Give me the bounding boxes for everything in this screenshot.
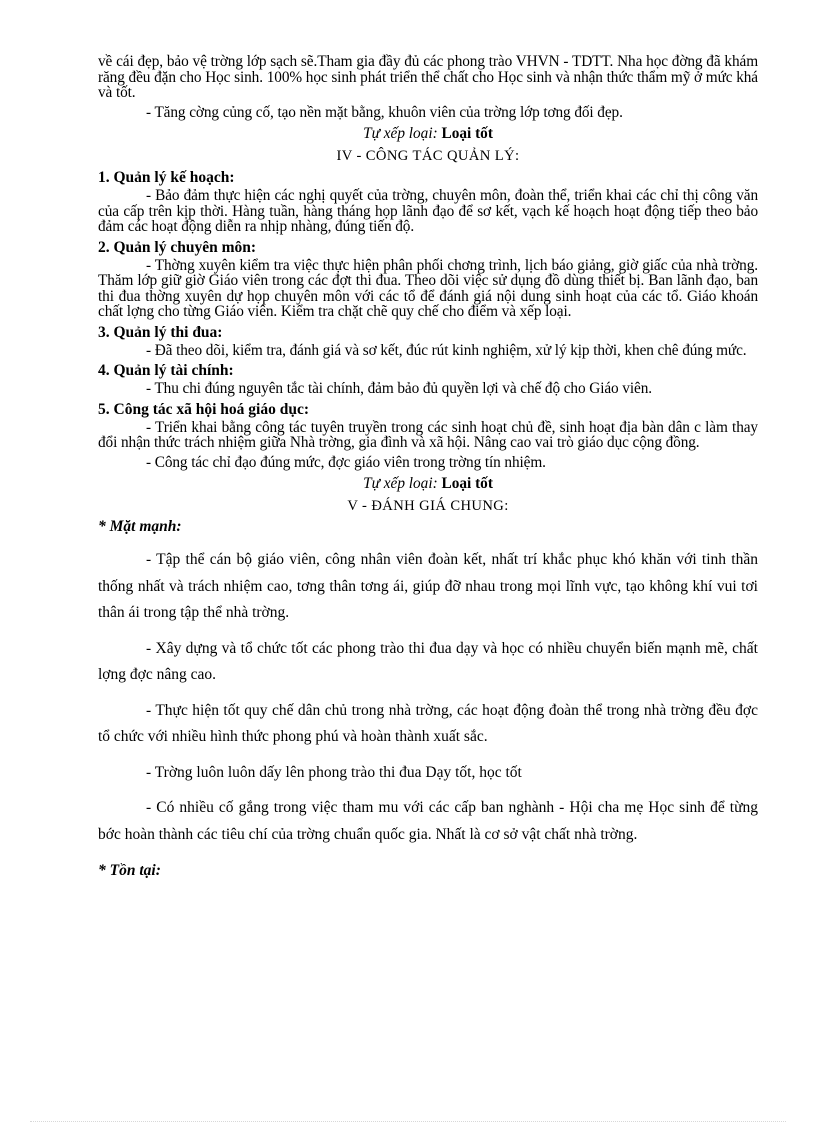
item-3-text: - Đã theo dõi, kiểm tra, đánh giá và sơ kết, đúc rút kinh nghiệm, xử lý kịp thời, khen chê đúng mức. <box>146 341 747 359</box>
weaknesses-heading: * Tồn tại: <box>98 862 161 879</box>
rating-label: Tự xếp loại: <box>363 125 438 142</box>
strength-item: - Có nhiều cố gắng trong việc tham mu với các cấp ban nghành - Hội cha mẹ Học sinh để từng bớc hoàn thành các tiêu chí của trờng chuẩn quốc gia. Nhất là cơ sở vật chất nhà trờng. <box>98 799 758 843</box>
document-page <box>98 54 758 879</box>
intro-paragraph: về cái đẹp, bảo vệ trờng lớp sạch sẽ.Tham gia đầy đủ các phong trào VHVN - TDTT. Nha học đờng đã khám răng đều đặn cho Học sinh. 100% học sinh phát triển thể chất cho Học sinh và nhận thức thẩm mỹ ở mức khá và tốt. <box>98 53 758 101</box>
self-rating-2 <box>98 475 758 493</box>
item-5-heading: 5. Công tác xã hội hoá giáo dục: <box>98 400 309 418</box>
item-1-text: - Bảo đảm thực hiện các nghị quyết của trờng, chuyên môn, đoàn thể, triển khai các chỉ thị công văn của cấp trên kịp thời. Hàng tuần, hàng tháng họp lãnh đạo để sơ kết, vạch kế hoạch hoạt động tiếp theo bảo đảm các hoạt động diễn ra nhịp nhàng, đúng tiến độ. <box>98 187 758 235</box>
strengths-heading: * Mặt mạnh: <box>98 518 182 535</box>
item-1-heading: 1. Quản lý kế hoạch: <box>98 169 235 186</box>
self-rating-1 <box>98 125 758 143</box>
item-4-text: - Thu chi đúng nguyên tắc tài chính, đảm bảo đủ quyền lợi và chế độ cho Giáo viên. <box>146 380 652 397</box>
strength-item: - Xây dựng và tổ chức tốt các phong trào thi đua dạy và học có nhiều chuyển biến mạnh mẽ, chất lợng đợc nâng cao. <box>98 639 758 683</box>
section-v-title: V - ĐÁNH GIÁ CHUNG: <box>347 498 509 514</box>
item-4-heading: 4. Quản lý tài chính: <box>98 362 234 379</box>
rating-label: Tự xếp loại: <box>363 475 438 492</box>
strength-item: - Tập thể cán bộ giáo viên, công nhân viên đoàn kết, nhất trí khắc phục khó khăn với tinh thần thống nhất và trách nhiệm cao, tơng thân tơng ái, giúp đỡ nhau trong mọi lĩnh vực, tạo không khí vui tơi thân ái trong tập thể nhà trờng. <box>98 551 758 621</box>
item-5-extra: - Công tác chỉ đạo đúng mức, đợc giáo viên trong trờng tín nhiệm. <box>146 453 546 471</box>
item-2-text: - Thờng xuyên kiểm tra việc thực hiện phân phối chơng trình, lịch báo giảng, giờ giấc của nhà trờng. Thăm lớp giữ giờ Giáo viên trong các đợt thi đua. Theo dõi việc sử dụng đồ dùng thiết bị. Ban lãnh đạo, ban thi đua thờng xuyên dự họp chuyên môn với các tổ để đánh giá nội dung sinh hoạt của các tổ. Giáo khoán chất lợng cho từng Giáo viên. Kiểm tra chặt chẽ quy chế cho điểm và xếp loại. <box>98 256 758 320</box>
item-3-heading: 3. Quản lý thi đua: <box>98 323 223 341</box>
item-2-heading: 2. Quản lý chuyên môn: <box>98 238 257 256</box>
rating-value: Loại tốt <box>441 125 493 142</box>
page-bottom-rule <box>30 1121 786 1122</box>
strengths-list <box>98 547 758 848</box>
strength-item: - Thực hiện tốt quy chế dân chủ trong nhà trờng, các hoạt động đoàn thể trong nhà trờng đều đợc tổ chức với nhiều hình thức phong phú và hoàn thành xuất sắc. <box>98 701 758 745</box>
item-5-text: - Triển khai bằng công tác tuyên truyền trong các sinh hoạt chủ đề, sinh hoạt địa bàn dân c làm thay đổi nhận thức trách nhiệm giữa Nhà trờng, gia đình và xã hội. Nâng cao vai trò giáo dục cộng đồng. <box>98 418 758 451</box>
section-iv-title: IV - CÔNG TÁC QUẢN LÝ: <box>336 148 520 164</box>
rating-value: Loại tốt <box>441 475 493 492</box>
intro-paragraph-2: - Tăng cờng củng cố, tạo nền mặt bằng, khuôn viên của trờng lớp tơng đối đẹp. <box>146 103 623 121</box>
strength-item: - Trờng luôn luôn dấy lên phong trào thi đua Dạy tốt, học tốt <box>146 763 522 781</box>
